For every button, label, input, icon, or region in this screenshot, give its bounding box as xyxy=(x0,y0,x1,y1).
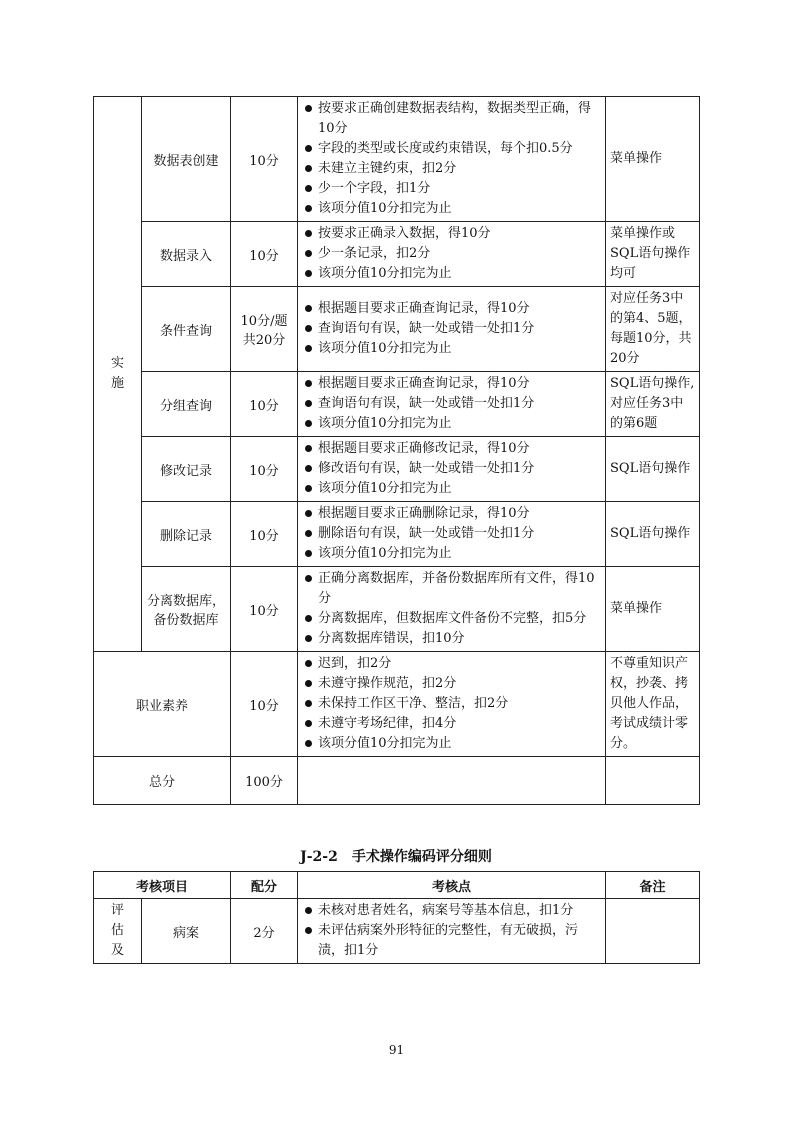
item-cell: 职业素养 xyxy=(94,652,231,757)
point-item: 未遵守操作规范，扣2分 xyxy=(302,674,601,694)
score-cell: 10分 xyxy=(231,372,298,437)
scoring-table-1 xyxy=(93,96,700,805)
point-item: 根据题目要求正确删除记录，得10分 xyxy=(302,504,601,524)
points-cell xyxy=(298,899,606,964)
note-cell: 菜单操作 xyxy=(606,567,700,652)
note-cell: SQL语句操作 xyxy=(606,502,700,567)
note-cell xyxy=(606,899,700,964)
point-item: 少一条记录，扣2分 xyxy=(302,244,601,264)
point-item: 按要求正确录入数据，得10分 xyxy=(302,224,601,244)
points-list xyxy=(302,99,601,219)
note-cell: SQL语句操作 xyxy=(606,437,700,502)
item-cell: 分离数据库，备份数据库 xyxy=(142,567,231,652)
points-list xyxy=(302,569,601,649)
category-cell: 评 估 及 xyxy=(94,899,142,964)
table-row xyxy=(94,97,700,222)
score-cell: 10分 xyxy=(231,567,298,652)
item-cell: 数据表创建 xyxy=(142,97,231,222)
score-cell: 10分 xyxy=(231,502,298,567)
table-row xyxy=(94,222,700,287)
total-score: 100分 xyxy=(231,757,298,805)
table-row xyxy=(94,757,700,805)
point-item: 该项分值10分扣完为止 xyxy=(302,544,601,564)
score-cell: 10分/题共20分 xyxy=(231,287,298,372)
point-item: 未遵守考场纪律，扣4分 xyxy=(302,714,601,734)
points-list xyxy=(302,901,601,961)
point-item: 修改语句有误，缺一处或错一处扣1分 xyxy=(302,459,601,479)
points-cell xyxy=(298,287,606,372)
table-row xyxy=(94,502,700,567)
point-item: 该项分值10分扣完为止 xyxy=(302,479,601,499)
points-list xyxy=(302,504,601,564)
point-item: 删除语句有误，缺一处或错一处扣1分 xyxy=(302,524,601,544)
scoring-table-2 xyxy=(93,871,700,964)
points-list xyxy=(302,224,601,284)
point-item: 按要求正确创建数据表结构，数据类型正确，得10分 xyxy=(302,99,601,139)
score-cell: 10分 xyxy=(231,97,298,222)
table-row xyxy=(94,899,700,964)
points-cell xyxy=(298,372,606,437)
point-item: 字段的类型或长度或约束错误，每个扣0.5分 xyxy=(302,139,601,159)
category-cell: 实 施 xyxy=(94,97,142,652)
score-cell: 10分 xyxy=(231,652,298,757)
total-points-empty xyxy=(298,757,606,805)
points-cell xyxy=(298,97,606,222)
score-cell: 10分 xyxy=(231,222,298,287)
header-points: 考核点 xyxy=(298,872,606,899)
points-list xyxy=(302,439,601,499)
points-cell xyxy=(298,652,606,757)
score-cell: 2分 xyxy=(231,899,298,964)
point-item: 分离数据库，但数据库文件备份不完整，扣5分 xyxy=(302,609,601,629)
point-item: 根据题目要求正确查询记录，得10分 xyxy=(302,299,601,319)
table-2-header-row xyxy=(94,872,700,899)
score-cell: 10分 xyxy=(231,437,298,502)
points-cell xyxy=(298,222,606,287)
page-number: 91 xyxy=(388,1043,405,1057)
point-item: 该项分值10分扣完为止 xyxy=(302,414,601,434)
point-item: 该项分值10分扣完为止 xyxy=(302,264,601,284)
item-cell: 修改记录 xyxy=(142,437,231,502)
table-row xyxy=(94,652,700,757)
points-cell xyxy=(298,437,606,502)
table-row xyxy=(94,372,700,437)
point-item: 根据题目要求正确查询记录，得10分 xyxy=(302,374,601,394)
item-cell: 条件查询 xyxy=(142,287,231,372)
points-list xyxy=(302,374,601,434)
note-cell: 菜单操作 xyxy=(606,97,700,222)
header-score: 配分 xyxy=(231,872,298,899)
table-row xyxy=(94,287,700,372)
point-item: 迟到，扣2分 xyxy=(302,654,601,674)
header-note: 备注 xyxy=(606,872,700,899)
table-2-title: J-2-2 手术操作编码评分细则 xyxy=(300,849,492,865)
point-item: 未保持工作区干净、整洁，扣2分 xyxy=(302,694,601,714)
note-cell: 对应任务3中的第4、5题，每题10分，共20分 xyxy=(606,287,700,372)
point-item: 未评估病案外形特征的完整性，有无破损，污渍，扣1分 xyxy=(302,921,601,961)
table-row xyxy=(94,437,700,502)
item-cell: 删除记录 xyxy=(142,502,231,567)
points-cell xyxy=(298,567,606,652)
note-cell: 不尊重知识产权，抄袭、拷贝他人作品，考试成绩计零分。 xyxy=(606,652,700,757)
points-cell xyxy=(298,502,606,567)
table-row xyxy=(94,567,700,652)
note-cell: 菜单操作或SQL语句操作均可 xyxy=(606,222,700,287)
point-item: 该项分值10分扣完为止 xyxy=(302,199,601,219)
note-cell: SQL语句操作,对应任务3中的第6题 xyxy=(606,372,700,437)
point-item: 未核对患者姓名，病案号等基本信息，扣1分 xyxy=(302,901,601,921)
point-item: 少一个字段，扣1分 xyxy=(302,179,601,199)
item-cell: 数据录入 xyxy=(142,222,231,287)
point-item: 分离数据库错误，扣10分 xyxy=(302,629,601,649)
total-label: 总分 xyxy=(94,757,231,805)
point-item: 正确分离数据库，并备份数据库所有文件，得10分 xyxy=(302,569,601,609)
point-item: 该项分值10分扣完为止 xyxy=(302,734,601,754)
item-cell: 病案 xyxy=(142,899,231,964)
points-list xyxy=(302,299,601,359)
point-item: 该项分值10分扣完为止 xyxy=(302,339,601,359)
total-note-empty xyxy=(606,757,700,805)
points-list xyxy=(302,654,601,754)
point-item: 查询语句有误，缺一处或错一处扣1分 xyxy=(302,319,601,339)
point-item: 未建立主键约束，扣2分 xyxy=(302,159,601,179)
point-item: 根据题目要求正确修改记录，得10分 xyxy=(302,439,601,459)
item-cell: 分组查询 xyxy=(142,372,231,437)
header-item: 考核项目 xyxy=(94,872,231,899)
point-item: 查询语句有误，缺一处或错一处扣1分 xyxy=(302,394,601,414)
